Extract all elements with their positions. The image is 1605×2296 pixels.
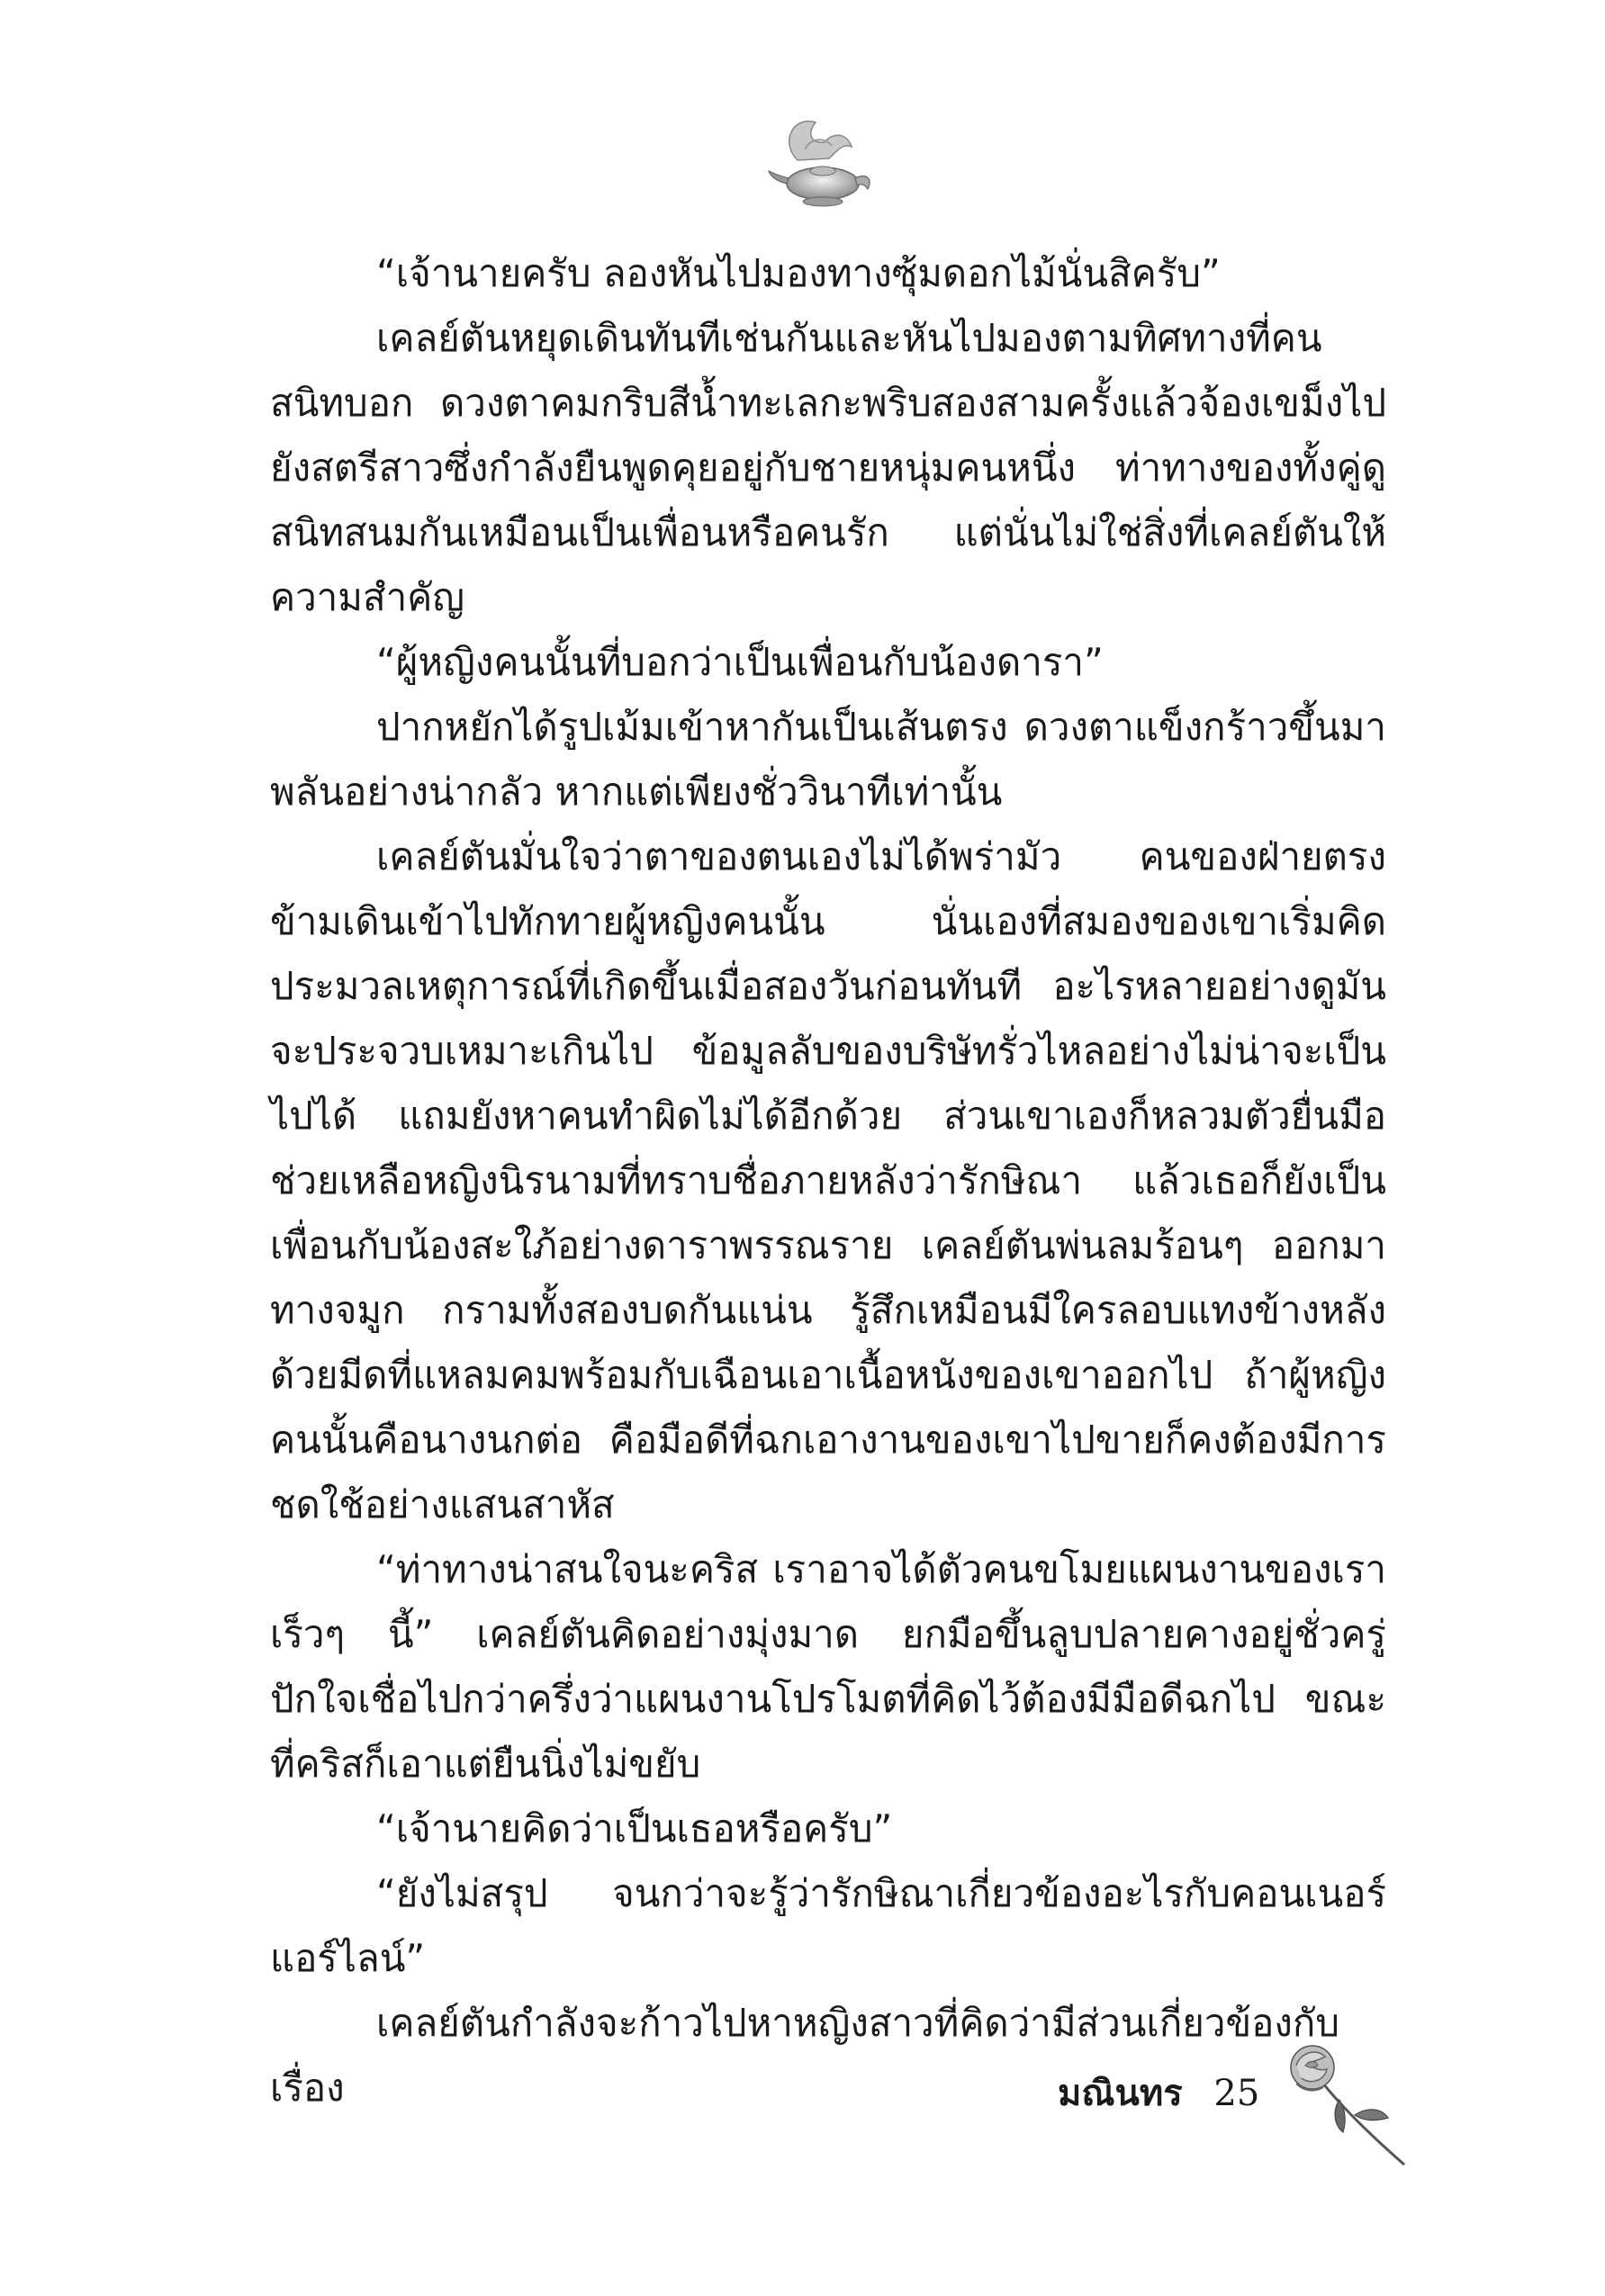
paragraph: เคลย์ตันกำลังจะก้าวไปหาหญิงสาวที่คิดว่ามีส่วนเกี่ยวข้องกับเรื่อง: [270, 2001, 1339, 2110]
paragraph: ปากหยักได้รูปเม้มเข้าหากันเป็นเส้นตรง ดวงตาแข็งกร้าวขึ้นมาพลันอย่างน่ากลัว หากแต่เพียงชั่ววินาทีเท่านั้น: [270, 705, 1386, 814]
paragraph: “เจ้านายคิดว่าเป็นเธอหรือครับ”: [376, 1806, 893, 1850]
rose-icon: [1269, 2021, 1413, 2174]
paragraph: “เจ้านายครับ ลองหันไปมองทางซุ้มดอกไม้นั่นสิครับ”: [376, 251, 1221, 295]
page-number: 25: [1213, 2073, 1260, 2114]
page-footer: [1058, 2066, 1259, 2120]
paragraph: “ยังไม่สรุป จนกว่าจะรู้ว่ารักษิณาเกี่ยวข้องอะไรกับคอนเนอร์แอร์ไลน์”: [270, 1871, 1386, 1980]
body-text: [270, 241, 1386, 2120]
paragraph: “ท่าทางน่าสนใจนะคริส เราอาจได้ตัวคนขโมยแผนงานของเราเร็วๆ นี้” เคลย์ตันคิดอย่างมุ่งมาด ยกมือขึ้นลูบปลายคางอยู่ชั่วครู่ ปักใจเชื่อไปกว่าครึ่งว่าแผนงานโปรโมตที่คิดไว้ต้องมีมือดีฉกไป ขณะที่คริสก็เอาแต่ยืนนิ่งไม่ขยับ: [270, 1547, 1386, 1786]
lamp-icon: [762, 106, 879, 223]
author-name: มณินทร: [1058, 2073, 1183, 2114]
paragraph: เคลย์ตันมั่นใจว่าตาของตนเองไม่ได้พร่ามัว คนของฝ่ายตรงข้ามเดินเข้าไปทักทายผู้หญิงคนนั้น นั่นเองที่สมองของเขาเริ่มคิดประมวลเหตุการณ์ที่เกิดขึ้นเมื่อสองวันก่อนทันที อะไรหลายอย่างดูมันจะประจวบเหมาะเกินไป ข้อมูลลับของบริษัทรั่วไหลอย่างไม่น่าจะเป็นไปได้ แถมยังหาคนทำผิดไม่ได้อีกด้วย ส่วนเขาเองก็หลวมตัวยื่นมือช่วยเหลือหญิงนิรนามที่ทราบชื่อภายหลังว่ารักษิณา แล้วเธอก็ยังเป็นเพื่อนกับน้องสะใภ้อย่างดาราพรรณราย เคลย์ตันพ่นลมร้อนๆ ออกมาทางจมูก กรามทั้งสองบดกันแน่น รู้สึกเหมือนมีใครลอบแทงข้างหลังด้วยมีดที่แหลมคมพร้อมกับเฉือนเอาเนื้อหนังของเขาออกไป ถ้าผู้หญิงคนนั้นคือนางนกต่อ คือมือดีที่ฉกเอางานของเขาไปขายก็คงต้องมีการชดใช้อย่างแสนสาหัส: [270, 834, 1386, 1526]
paragraph: “ผู้หญิงคนนั้นที่บอกว่าเป็นเพื่อนกับน้องดารา”: [376, 640, 1104, 684]
paragraph: เคลย์ตันหยุดเดินทันทีเช่นกันและหันไปมองตามทิศทางที่คนสนิทบอก ดวงตาคมกริบสีน้ำทะเลกะพริบสองสามครั้งแล้วจ้องเขม็งไปยังสตรีสาวซึ่งกำลังยืนพูดคุยอยู่กับชายหนุ่มคนหนึ่ง ท่าทางของทั้งคู่ดูสนิทสนมกันเหมือนเป็นเพื่อนหรือคนรัก แต่นั่นไม่ใช่สิ่งที่เคลย์ตันให้ความสำคัญ: [270, 316, 1386, 619]
